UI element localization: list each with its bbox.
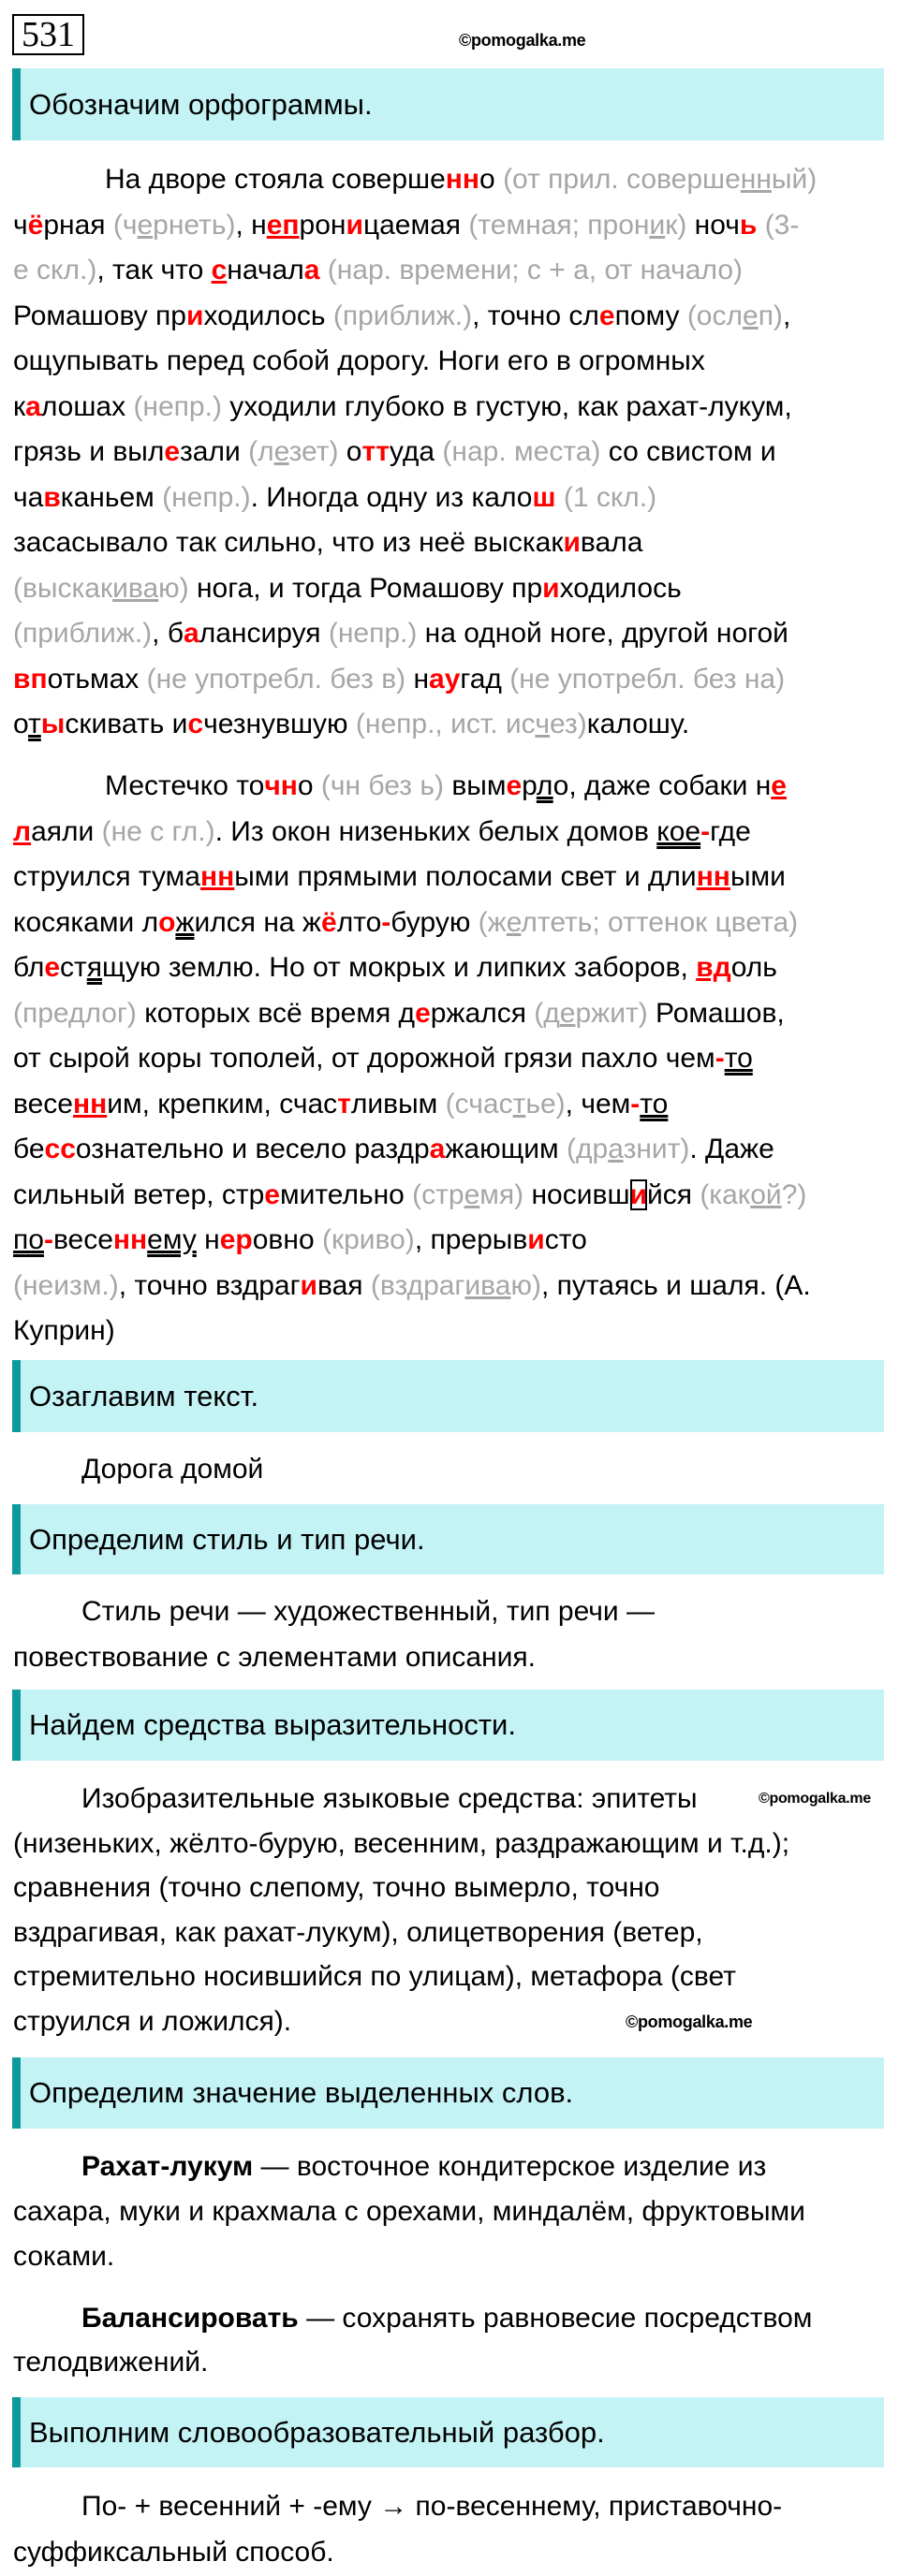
text-line [13,764,787,810]
text-fragment: пому [614,300,687,331]
title-answer: Дорога домой [81,1454,264,1485]
hint-text: (нар. места) [442,436,601,467]
text-fragment: оль [730,952,777,983]
spelling-mark: нн [199,861,235,892]
hint-text: (ж [478,906,507,938]
text-fragment: ходилось [559,572,682,604]
text-fragment: струился тума [13,861,200,892]
text-line [13,611,788,657]
text-fragment: ходилось [203,300,333,331]
hint-text: рнеть) [153,209,236,241]
text-fragment: каньем [60,481,163,513]
title-answer-block [13,1447,899,1493]
text-fragment: Куприн) [13,1315,115,1346]
text-fragment: калошу. [586,709,690,739]
text-fragment: нога, и тогда Ромашову пр [188,572,543,604]
text-fragment: ст [60,952,87,983]
spelling-mark: то [724,1043,753,1074]
spelling-mark: и [300,1269,317,1301]
text-fragment: ыми [730,861,786,892]
text-fragment: вая [317,1269,371,1301]
hint-text: ива [112,572,159,604]
text-fragment: , н [235,209,267,241]
hint-text: ой [750,1178,782,1210]
spelling-mark: я [86,952,103,983]
spelling-mark: нн [112,1224,148,1255]
text-fragment: щую землю. Но от мокрых и липких заборов, [102,952,697,983]
hint-text: (темная; прон [468,209,650,241]
text-fragment: со свистом и [600,436,776,467]
definition-balansirovat [13,2296,899,2384]
text-fragment: от сырой коры тополей, от дорожной грязи пахло чем [13,1043,715,1074]
definition-text: — сохранять равновесие посредством [298,2303,813,2334]
text-line [13,157,817,203]
text-fragment: ча [13,481,44,513]
text-paragraph-2 [13,764,899,1354]
text-fragment: бл [13,952,45,983]
hint-text: ржит) [575,997,648,1029]
text-fragment: н [405,663,430,695]
word-formation-block [13,2484,899,2575]
text-fragment: р [522,770,537,801]
hint-text: (криво) [321,1224,415,1255]
hint-text: (предлог) [13,997,137,1029]
spelling-mark: ь [739,209,758,241]
text-fragment: , [782,300,791,331]
text-line [13,945,777,991]
style-answer-block [13,1589,899,1680]
hint-text: (не употребл. без на) [509,663,786,695]
text-fragment: . Иногда одну из кало [250,481,533,513]
text-fragment: ливым [350,1088,446,1120]
text-line [13,476,656,521]
hint-text: ива [464,1269,511,1301]
text-fragment: Ромашову пр [13,300,186,331]
spelling-mark: нн [445,164,480,195]
means-line: вздрагивая, как рахат-лукум), олицетворения (ветер, [13,1916,703,1948]
text-line [13,385,792,431]
text-fragment: о [479,164,504,195]
text-fragment: скивать и [65,709,188,739]
hint-text: е [464,1178,480,1210]
section-header-meanings: Определим значение выделенных слов. [12,2057,884,2129]
spelling-mark: а [25,390,41,422]
spelling-mark: с [187,709,204,739]
text-line [13,900,798,946]
text-fragment: уходили глубоко в густую, как рахат-лукум, [221,390,792,422]
hint-text: (чн без ь) [320,770,444,801]
spelling-mark: а [303,255,320,285]
hint-text: (приближ.) [332,300,473,331]
text-fragment: вала [580,527,643,558]
text-fragment: овно [252,1224,322,1255]
hint-text: (неизм.) [13,1269,119,1301]
text-fragment: ноч [686,209,740,241]
hint-text: е скл.) [13,255,97,285]
definition-text: — восточное кондитерское изделие из [253,2151,767,2182]
text-line [13,1173,806,1219]
word-formation-line: суффиксальный способ. [13,2536,334,2568]
task-number: 531 [12,14,84,55]
spelling-mark: и [563,527,581,558]
watermark: ©pomogalka.me [459,31,586,50]
text-fragment: , путаясь и шаля. (А. [540,1269,811,1301]
spelling-mark: а [429,1134,446,1164]
hint-text: е [743,300,759,331]
text-line [13,1082,668,1128]
spelling-mark: - [381,906,391,938]
hint-text: ый) [771,164,818,195]
text-fragment: косяками л [13,906,159,938]
spelling-mark: в [43,481,61,513]
style-answer-line: Стиль речи — художественный, тип речи — [81,1596,655,1627]
text-fragment: , б [152,618,184,649]
spelling-mark: е [771,770,787,801]
hint-text: (приближ.) [13,618,153,649]
definition-term: Балансировать [81,2303,299,2334]
text-fragment: которых всё время д [136,997,416,1029]
text-fragment: уда [389,436,443,467]
text-fragment: о, даже собаки н [553,770,772,801]
hint-text: лтеть; оттенок цвета) [521,906,799,938]
text-line [13,855,786,900]
hint-text: (осл [686,300,743,331]
hint-text: и [649,209,666,241]
text-fragment: , точно вздраг [118,1269,301,1301]
spelling-mark: и [346,209,363,241]
text-fragment: отьмах [47,663,147,695]
spelling-mark: с [211,255,228,285]
text-fragment: ился на ж [194,906,321,938]
hint-text: (др [567,1134,609,1164]
text-fragment: На дворе стояла соверше [105,164,446,195]
hint-text: (1 скл.) [555,481,657,513]
text-line [13,203,799,249]
spelling-mark: тт [361,436,390,467]
hint-text: (3- [757,209,800,241]
section-header-spelling: Обозначим орфограммы. [12,68,884,140]
hint-text: ю) [158,572,189,604]
text-line [13,294,790,340]
text-fragment: бурую [391,906,479,938]
text-line [13,1264,811,1310]
spelling-mark: ы [40,709,66,739]
hint-text: (ч [112,209,138,241]
spelling-mark: т [337,1088,351,1120]
spelling-mark: и [185,300,204,331]
spelling-mark: ер [219,1224,253,1255]
text-fragment: . Даже [689,1134,774,1164]
text-fragment: ч [13,209,28,241]
text-fragment: рная [43,209,113,241]
means-block [13,1777,899,2044]
text-line [13,810,751,856]
text-fragment: ощупывать перед собой дорогу. Ноги его в огромных [13,345,705,376]
watermark: ©pomogalka.me [626,2012,753,2031]
hint-text: (непр., ист. ис [355,709,536,739]
text-line [13,1127,774,1173]
hint-text: е [559,997,576,1029]
text-line [13,430,776,476]
spelling-mark: о [158,906,176,938]
text-line [13,339,705,385]
text-fragment: гад [460,663,510,695]
text-fragment: бе [13,1134,45,1164]
section-header-style: Определим стиль и тип речи. [12,1504,884,1574]
spelling-mark: л [13,815,32,847]
text-fragment: ржался [430,997,535,1029]
spelling-mark: нн [696,861,730,892]
text-fragment: весе [13,1088,73,1120]
spelling-mark: е [598,300,615,331]
spelling-mark: е [264,1178,280,1210]
text-fragment: где [710,815,751,847]
spelling-mark: и [542,572,560,604]
text-fragment: , чем [565,1088,631,1120]
hint-text: (нар. времени; с + а, от начало) [319,255,744,285]
hint-text: (д [534,997,560,1029]
spelling-mark: ж [175,906,195,938]
hint-text: ез) [550,709,587,739]
hint-text: (от прил. соверше [503,164,741,195]
hint-text: е [506,906,522,938]
text-fragment: аяли [31,815,102,847]
text-fragment: носивш [523,1178,630,1210]
spelling-mark: т [28,709,41,739]
spelling-mark: е [44,952,61,983]
text-fragment: весе [52,1224,113,1255]
text-fragment: о [297,770,321,801]
spelling-mark: ау [429,663,461,695]
text-fragment: , так что [96,255,212,285]
text-fragment: лансируя [199,618,329,649]
hint-text: ье) [525,1088,566,1120]
text-line [13,702,689,748]
means-line: стремительно носившийся по улицам), метафора (свет [13,1961,736,1993]
text-line [13,248,743,294]
text-fragment: засасывало так сильно, что из неё выскак [13,527,564,558]
hint-text: нн [740,164,772,195]
text-fragment: ыми прямыми полосами свет и дли [234,861,697,892]
hint-text: (не с гл.) [101,815,215,847]
means-line: сравнения (точно слепому, точно вымерло, точно [13,1872,660,1904]
text-fragment: лто [336,906,382,938]
spelling-mark: и [527,1224,545,1255]
text-fragment: грязь и выл [13,436,165,467]
hint-text: (непр.) [133,390,222,422]
watermark: ©pomogalka.me [759,1791,871,1807]
text-fragment: жающим [445,1134,567,1164]
style-answer-line: повествование с элементами описания. [13,1641,537,1673]
section-header-title: Озаглавим текст. [12,1360,884,1432]
text-fragment: сильный ветер, стр [13,1178,265,1210]
hint-text: (стр [412,1178,464,1210]
text-fragment: начал [227,255,304,285]
text-fragment: йся [646,1178,700,1210]
text-line [13,1309,115,1354]
means-line: Изобразительные языковые средства: эпитеты [81,1783,698,1814]
text-fragment: им, крепким, счас [107,1088,338,1120]
text-fragment: о [338,436,362,467]
hint-text: знит) [623,1134,690,1164]
spelling-mark: еп [266,209,300,241]
spelling-mark: е [415,997,431,1029]
hint-text: (счас [445,1088,513,1120]
hint-text: ч [535,709,550,739]
text-fragment: , точно сл [472,300,599,331]
spelling-mark: е [164,436,181,467]
text-line [13,520,642,566]
spelling-mark: нн [72,1088,108,1120]
text-fragment: к [13,390,26,422]
text-paragraph-1 [13,157,899,748]
section-header-means: Найдем средства выразительности. [12,1690,884,1761]
spelling-mark: е [506,770,523,801]
text-fragment: на одной ноге, другой ногой [417,618,788,649]
text-fragment: . Из окон низеньких белых домов [214,815,657,847]
spelling-mark: - [43,1224,53,1255]
spelling-mark: - [700,815,711,847]
text-fragment: мительно [279,1178,413,1210]
text-fragment: вым [444,770,507,801]
hint-text: а [608,1134,624,1164]
hint-text: е [137,209,154,241]
definition-rahat-lukum [13,2144,899,2279]
spelling-mark: чн [264,770,298,801]
text-fragment: , прерыв [414,1224,528,1255]
text-line [13,1218,587,1264]
section-header-word-formation: Выполним словообразовательный разбор. [12,2397,884,2467]
text-line [13,566,682,612]
text-fragment: цаемая [362,209,469,241]
word-formation-line: По- + весенний + -ему → по-весеннему, приставочно- [81,2491,783,2522]
text-fragment: Местечко то [105,770,265,801]
hint-text: ?) [781,1178,807,1210]
hint-text: ю) [510,1269,541,1301]
text-fragment: зали [180,436,249,467]
hint-text: (непр.) [328,618,418,649]
spelling-mark: то [640,1088,669,1120]
hint-text: зет) [288,436,339,467]
spelling-mark: ш [532,481,556,513]
hint-text: (не употребл. без в) [146,663,406,695]
spelling-mark: - [630,1088,641,1120]
text-fragment: ознательно и весело раздр [75,1134,430,1164]
definition-text: соками. [13,2241,115,2272]
text-fragment: сто [544,1224,587,1255]
text-line [13,657,785,703]
hint-text: (непр.) [162,481,251,513]
spelling-mark: по [13,1224,44,1255]
text-fragment: о [13,709,29,739]
means-line: струился и ложился). [13,2005,292,2037]
hint-text: е [273,436,289,467]
hint-text: мя) [479,1178,524,1210]
text-fragment: лошах [40,390,134,422]
text-line [13,991,785,1037]
hint-text: (вздраг [370,1269,465,1301]
definition-text: сахара, муки и крахмала с орехами, миндалём, фруктовыми [13,2196,805,2227]
text-fragment: Ромашов, [647,997,785,1029]
spelling-mark: ё [321,906,337,938]
spelling-mark: л [536,770,553,801]
means-line: (низеньких, жёлто-бурую, весенним, раздражающим и т.д.); [13,1827,790,1859]
text-fragment: н [196,1224,220,1255]
spelling-mark: - [715,1043,725,1074]
spelling-mark: а [184,618,199,649]
definition-term: Рахат-лукум [81,2151,254,2182]
hint-text: п) [758,300,783,331]
spelling-mark: ему [147,1224,197,1255]
text-fragment: рон [299,209,346,241]
definition-text: телодвижений. [13,2347,209,2378]
spelling-mark: вд [696,952,731,983]
hint-text: т [512,1088,526,1120]
spelling-mark: вп [13,663,48,695]
spelling-mark: кое [656,815,701,847]
hint-text: (выскак [13,572,113,604]
spelling-mark: ё [27,209,44,241]
spelling-mark: сс [44,1134,76,1164]
hint-text: к) [665,209,687,241]
hint-text: (л [248,436,274,467]
hint-text: (как [700,1178,751,1210]
text-fragment: чезнувшую [203,709,356,739]
spelling-mark: и [629,1178,647,1210]
text-line [13,1036,753,1082]
